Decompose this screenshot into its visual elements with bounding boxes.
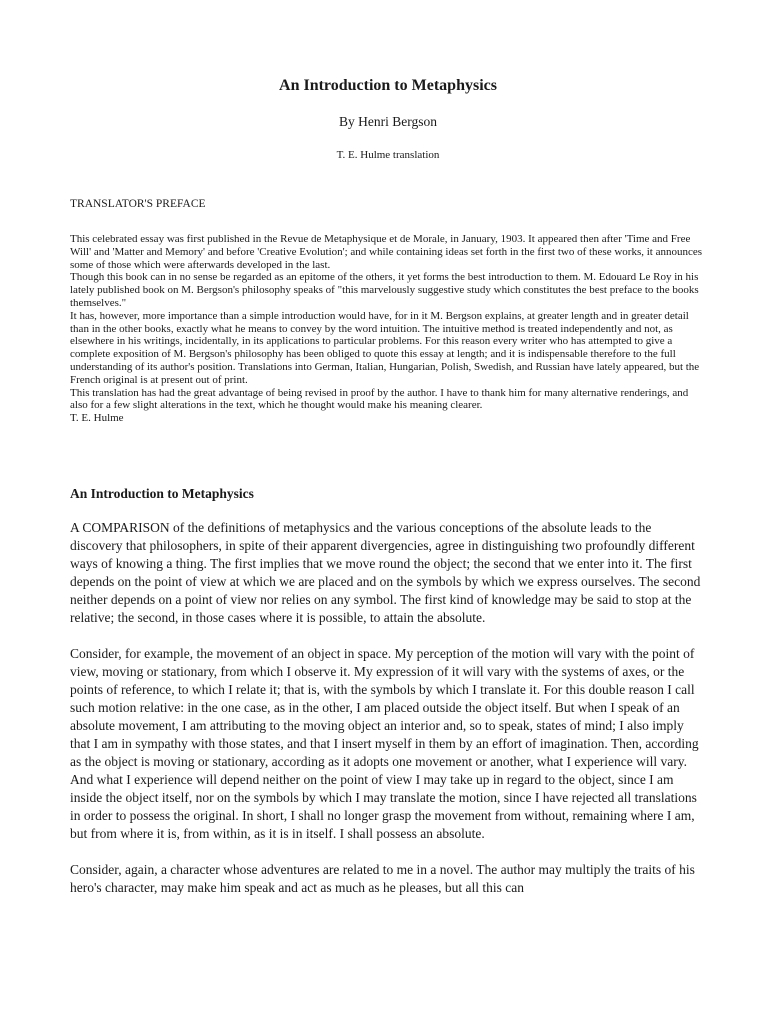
preface-paragraph: This translation has had the great advantage of being revised in proof by the author. I have to thank him for many alternative renderings, and also for a few slight alterations in the text, which he thought would make his meaning clearer. — [70, 386, 689, 412]
preface-heading: TRANSLATOR'S PREFACE — [70, 198, 206, 210]
preface-paragraph: It has, however, more importance than a simple introduction would have, for in it M. Bergson explains, at greater length and in greater detail than in the other books, exactly what he means to convey by the word intuition. The intuitive method is treated independently and not, as elsewhere in his writings, incidentally, in its applications to particular problems. For this reason every writer who has attempted to give a complete exposition of M. Bergson's philosophy has been obliged to quote this essay at length; and it is indispensable therefore to the full understanding of its author's position. Translations into German, Italian, Hungarian, Polish, Swedish, and Russian have lately appeared, but the — [70, 309, 700, 373]
preface-paragraph: Though this book can in no sense be regarded as an epitome of the others, it yet forms the best introduction to them. M. Edouard Le Roy in his lately published book on M. Bergson's philosophy speaks of "this marvelously suggestive study which constitutes the best preface to the books themselves." — [70, 271, 699, 309]
author-byline: By Henri Bergson — [339, 114, 437, 129]
preface-signature: T. E. Hulme — [70, 412, 124, 425]
preface-paragraph: This celebrated essay was first published in the Revue de Metaphysique et de Morale, in January, 1903. It appeared then after 'Time and Free Will' and 'Matter and Memory' and before 'Creative Evolution'; and while containing ideas set forth in the first two of these works, it announces some of those which were afterwards developed in the last. — [70, 233, 703, 271]
section-heading: An Introduction to Metaphysics — [70, 486, 254, 501]
document-title: An Introduction to Metaphysics — [279, 77, 497, 94]
essay-body — [70, 519, 706, 915]
body-paragraph: Consider, again, a character whose adventures are related to me in a novel. The author may multiply the traits of his hero's character, may make him speak and act as much as he pleases, but all this can — [70, 862, 695, 895]
translators-preface — [70, 233, 706, 425]
body-paragraph: A COMPARISON of the definitions of metaphysics and the various conceptions of the absolute leads to the discovery that philosophers, in spite of their apparent divergencies, agree in distinguishing two profoundly different ways of knowing a thing. The first implies that we move round the object; the second that we enter into it. The first depends on the point of view at which we are placed and on the symbols by which we express ourselves. The second neither depends on a point of view nor relies on any symbol. The first kind of knowledge may be said to stop at the relative; the second, in those cases where it is possible, to attain the absolute. — [70, 520, 701, 625]
preface-paragraph: French original is at present out of print. — [70, 373, 248, 386]
translation-credit: T. E. Hulme translation — [336, 149, 440, 161]
body-paragraph: Consider, for example, the movement of an object in space. My perception of the motion will vary with the point of view, moving or stationary, from which I observe it. My expression of it will vary with the systems of axes, or the points of reference, to which I relate it; that is, with the symbols by which I translate it. For this double reason I call such motion relative: in the one case, as in the other, I am placed outside the object itself. But when I speak of an absolute movement, I am attributing to the moving object an interior and, so to speak, states of mind; I also imply that I am in sympathy with those states, and that I insert myself in them by an effort of imagination. Then, according as the object is moving or stationary, according as it adopts one movement or another, what I experience will vary. And what I experience will depend neither on the point of view I may take up in regard to the object, since I am inside the object itself, nor on the symbols by which I may translate the motion, since I have rejected all translations in order to possess the original. In short, I shall no longer grasp the movement from without, remaining where I am, but from where it is, from within, as it is in itself. I shall possess an absolute. — [70, 646, 699, 841]
